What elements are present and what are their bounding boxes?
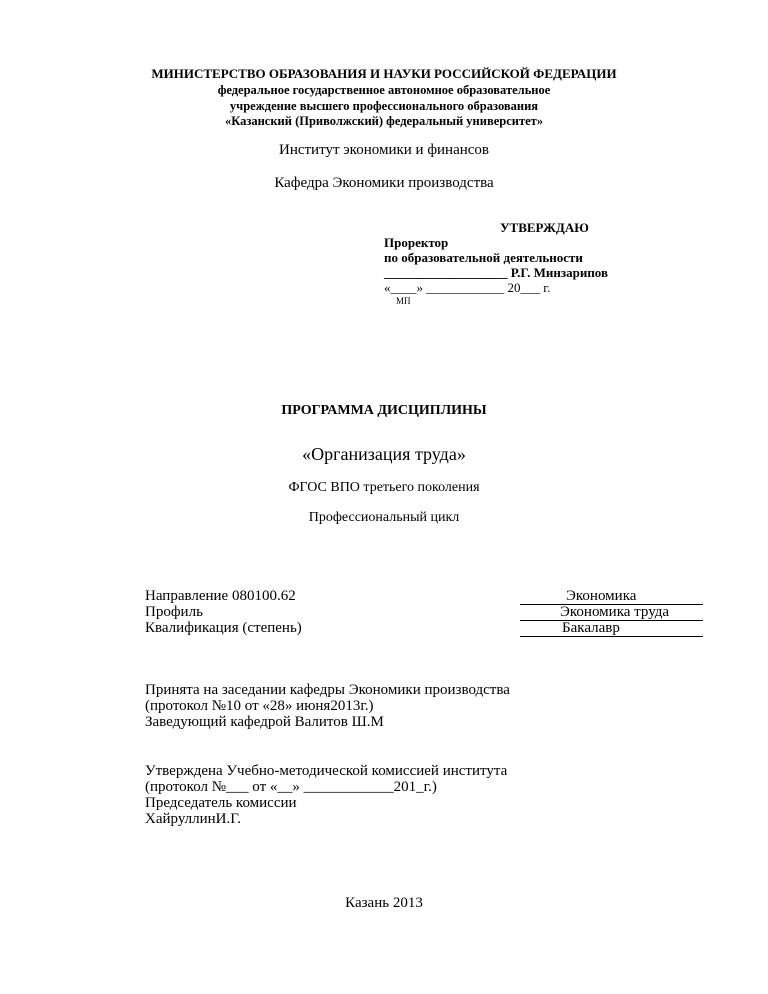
direction-label: Направление 080100.62 <box>145 588 296 604</box>
university-education-line: учреждение высшего профессионального образования <box>229 99 539 113</box>
university-type-line: федеральное государственное автономное образовательное <box>217 83 551 97</box>
profile-label: Профиль <box>145 604 203 620</box>
meeting-line-1: Принята на заседании кафедры Экономики производства <box>145 682 510 698</box>
meeting-line-2: (протокол №10 от «28» июня2013г.) <box>145 698 374 714</box>
city-year: Казань 2013 <box>345 895 423 911</box>
university-name: «Казанский (Приволжский) федеральный университет» <box>224 114 544 128</box>
commission-line-3: Председатель комиссии <box>145 795 297 811</box>
cycle-name: Профессиональный цикл <box>308 510 460 525</box>
department-name: Кафедра Экономики производства <box>274 175 494 191</box>
discipline-name: «Организация труда» <box>302 444 466 464</box>
profile-value: Экономика труда <box>560 604 670 620</box>
approval-position-2: по образовательной деятельности <box>384 250 583 265</box>
approval-title: УТВЕРЖДАЮ <box>500 220 589 235</box>
direction-value-field <box>520 588 703 605</box>
approval-signature-line: ___________________ Р.Г. Минзарипов <box>384 265 609 280</box>
standard-name: ФГОС ВПО третьего поколения <box>288 480 480 495</box>
direction-value: Экономика <box>566 588 637 604</box>
commission-line-4: ХайруллинИ.Г. <box>145 811 241 827</box>
commission-line-2: (протокол №___ от «__» ____________201_г.) <box>145 779 437 795</box>
qualification-value-field <box>520 620 703 637</box>
stamp-mark: МП <box>396 296 411 306</box>
profile-value-field <box>520 604 703 621</box>
institute-name: Институт экономики и финансов <box>278 142 490 158</box>
commission-line-1: Утверждена Учебно-методической комиссией института <box>145 763 508 779</box>
qualification-value: Бакалавр <box>562 620 620 636</box>
ministry-name: МИНИСТЕРСТВО ОБРАЗОВАНИЯ И НАУКИ РОССИЙСКОЙ ФЕДЕРАЦИИ <box>151 66 617 81</box>
approval-position-1: Проректор <box>384 235 449 250</box>
qualification-label: Квалификация (степень) <box>145 620 302 636</box>
approval-date-line: «____» ____________ 20___ г. <box>384 280 551 295</box>
program-title: ПРОГРАММА ДИСЦИПЛИНЫ <box>281 403 487 418</box>
meeting-line-3: Заведующий кафедрой Валитов Ш.М <box>145 714 384 730</box>
